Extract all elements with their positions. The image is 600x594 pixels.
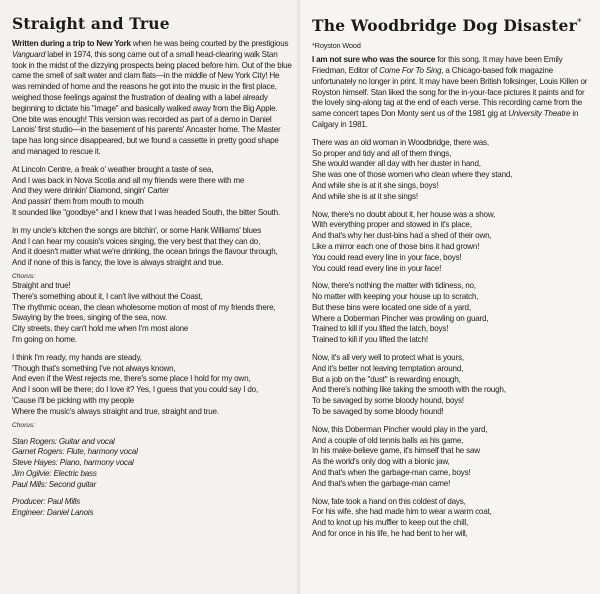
lyric-line: In my uncle's kitchen the songs are bitchin', or some Hank Williams' blues (12, 225, 261, 235)
lyric-line: And for once in his life, he had bent to her will, (312, 529, 468, 539)
magazine-name: Come For To Sing (379, 65, 442, 75)
lyric-line: I'm going on home. (12, 334, 77, 344)
lyric-line: Paul Mills: Second guitar (12, 479, 97, 489)
lyric-line: She was one of those women who clean where they stand, (312, 170, 513, 180)
song-title: Straight and True (12, 14, 170, 33)
title-mark: * (576, 18, 582, 28)
lyric-line: At Lincoln Centre, a freak o' weather brought a taste of sea, (12, 164, 214, 174)
lyric-line: And there's nothing like taking the smooth with the rough, (312, 385, 506, 395)
lyric-line: City streets, they can't hold me when I'm most alone (12, 324, 189, 334)
verse (12, 165, 292, 219)
musician-credits (12, 437, 292, 491)
lyric-line: And while she is at it she sings, boys! (312, 180, 439, 190)
song-intro (12, 39, 292, 158)
song-title (312, 14, 594, 35)
song-title-text: The Woodbridge Dog Disaster (312, 16, 577, 36)
lyric-line: And to knot up his muffler to keep out the chill, (312, 518, 469, 528)
lyric-line: Steve Hayes: Piano, harmony vocal (12, 458, 134, 468)
chorus (12, 281, 292, 346)
verse (312, 210, 594, 275)
lyric-line: No matter with keeping your house up to scratch, (312, 292, 479, 302)
verse (312, 138, 594, 203)
lyric-line: Straight and true! (12, 280, 71, 290)
lyric-line: Now, this Doberman Pincher would play in the yard, (312, 424, 488, 434)
lyric-line: Trained to kill if you lifted the latch, boys! (312, 324, 449, 334)
lyric-line: It sounded like "goodbye" and I knew that I was headed South, the bitter South. (12, 207, 281, 217)
intro-text: for this song. It may have been Emily Friedman, Editor of (312, 55, 563, 75)
lyric-line: And even if the West rejects me, there's some place I hold for my own, (12, 374, 251, 384)
lyric-line: Like a mirror each one of those bins it had grown! (312, 241, 480, 251)
right-page (300, 0, 600, 594)
lyric-line: You could read every line in your face! (312, 263, 442, 273)
lyric-line: But these bins were located one side of a yard, (312, 302, 471, 312)
intro-text: label in 1974, this song came out of a small head-clearing walk Stan took in the midst of the dizzying prospects being placed before him. Out of the blue came the smell of salt water and clam flats—in the middle of New York City! He was reminded of home and the reasons he got into the music in the first place, weighed those feelings against the frustration of dealing with a label already beginning to dictate his "image" and basically walked away from the Big Apple. One bite was enough! This version was recorded as part of a demo in Daniel Lanois' first studio—in the basement of his parents' Ancaster home. The Master tape has long since disappeared, but we found a cassette in pretty good shape and managed to rescue it. (12, 49, 292, 156)
lyric-line: And while she is at it she sings! (312, 191, 418, 201)
lyric-line: But a job on the "dust" is rewarding enough, (312, 374, 461, 384)
lyric-line: I think I'm ready, my hands are steady, (12, 352, 142, 362)
intro-text: when he was being courted by the prestigious (130, 39, 289, 48)
lyric-line: And it's better not leaving temptation around, (312, 363, 464, 373)
lyric-line: There's something about it, I can't live without the Coast, (12, 291, 203, 301)
verse (12, 353, 292, 418)
label-name: Vanguard (12, 49, 46, 59)
lyric-line: And they were drinkin' Diamond, singin' Carter (12, 186, 169, 196)
lyric-line: You could read every line in your face, boys! (312, 252, 462, 262)
lyric-line: Now, there's nothing the matter with tidiness, no, (312, 281, 476, 291)
lyric-line: Garnet Rogers: Flute, harmony vocal (12, 447, 138, 457)
lyric-line: And that's when the garbage-man came, boys! (312, 468, 471, 478)
lyric-line: And I was back in Nova Scotia and all my friends were there with me (12, 175, 245, 185)
production-credits (12, 497, 292, 519)
chorus-label: Chorus: (12, 272, 36, 280)
chorus-label: Chorus: (12, 421, 36, 429)
lyric-line: And it doesn't matter what we're drinking, the ocean brings the flavour through, (12, 247, 278, 257)
verse (12, 226, 292, 269)
lyric-line: Now, there's no doubt about it, her house was a show, (312, 209, 496, 219)
lyric-line: And I soon will be there; do I love it? Yes, I guess that you could say I do, (12, 385, 259, 395)
intro-text: in Calgary in 1981. (312, 109, 579, 129)
lyric-line: 'Cause I'll be picking with my people (12, 395, 135, 405)
intro-lead: Written during a trip to New York (12, 39, 131, 48)
intro-text: , a Chicago-based folk magazine unfortunately no longer in print. It may have been British folksinger, Louis Killen or Royston himself. Stan liked the song for the in-your-face pictures it paints and for the lovely sing-along tag at the end of each verse. This recording came from the same concert tapes Don Monty sent us of the 1981 gig at (312, 65, 588, 119)
author-credit: *Royston Wood (312, 41, 361, 51)
lyric-line: For his wife, she had made him to wear a warm coat, (312, 507, 492, 517)
lyric-line: Trained to kill if you lifted the latch! (312, 335, 428, 345)
lyric-line: And passin' them from mouth to mouth (12, 197, 144, 207)
verse (312, 353, 594, 418)
lyric-line: And if none of this is fancy, the love is always straight and true. (12, 258, 224, 268)
right-column (312, 14, 594, 540)
lyric-line: Where the music's always straight and true, straight and true. (12, 406, 219, 416)
lyric-line: Jim Ogilvie: Electric bass (12, 468, 97, 478)
left-column (12, 14, 292, 519)
lyric-line: Where a Doberman Pincher was prowling on guard, (312, 313, 489, 323)
lyric-line: Producer: Paul Mills (12, 497, 80, 507)
lyric-line: Swaying by the trees, singing of the sea, now. (12, 313, 168, 323)
verse (312, 425, 594, 490)
verse (312, 497, 594, 540)
lyric-line: 'Though that's something I've not always known, (12, 363, 176, 373)
lyric-line: As the world's only dog with a bionic jaw, (312, 457, 450, 467)
lyric-line: Stan Rogers: Guitar and vocal (12, 436, 115, 446)
lyric-line: And I can hear my cousin's voices singing, the very best that they can do, (12, 236, 261, 246)
lyric-line: And that's why her dust-bins had a shed of their own, (312, 231, 492, 241)
verse (312, 281, 594, 346)
lyric-line: Now, it's all very well to protect what is yours, (312, 353, 464, 363)
lyric-line: And that's when the garbage-man came! (312, 478, 451, 488)
lyric-line: She would wander all day with her duster in hand, (312, 159, 481, 169)
lyric-line: To be savaged by some bloody hound, boys! (312, 396, 464, 406)
lyric-line: With everything proper and stowed in it's place, (312, 220, 472, 230)
intro-lead: I am not sure who was the source (312, 55, 436, 65)
song-intro (312, 55, 594, 131)
lyric-line: There was an old woman in Woodbridge, there was, (312, 137, 489, 147)
lyric-line: Now, fate took a hand on this coldest of days, (312, 496, 466, 506)
lyric-line: In his make-believe game, it's himself that he saw (312, 446, 480, 456)
lyric-line: So proper and tidy and all of them things, (312, 148, 452, 158)
lyric-line: Engineer: Daniel Lanois (12, 508, 94, 518)
lyric-line: The rhythmic ocean, the clean wholesome motion of most of my friends there, (12, 302, 276, 312)
lyric-line: To be savaged by some bloody hound! (312, 407, 444, 417)
lyric-line: And a couple of old tennis balls as his game, (312, 435, 464, 445)
venue-name: University Theatre (508, 109, 571, 119)
